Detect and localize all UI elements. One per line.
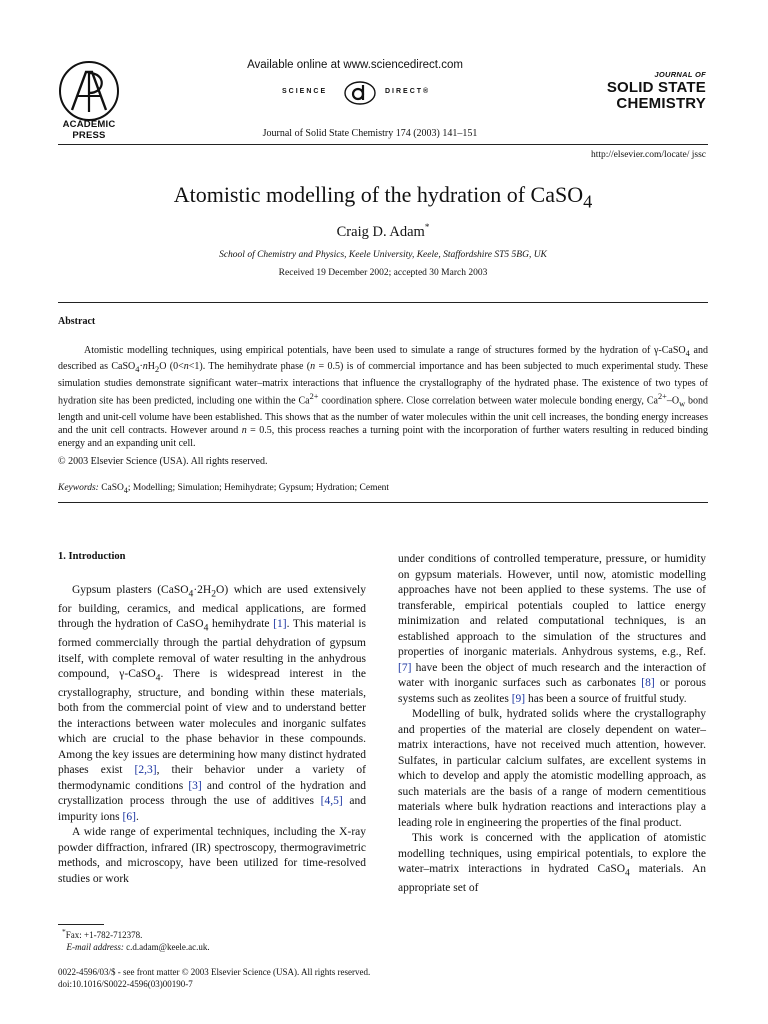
sciencedirect-right-text: DIRECT® — [385, 88, 431, 95]
intro-paragraph-1: Gypsum plasters $(CaSO_4\cdot 2H_2O)$ which are used extensively for building, ceramics, and medical applications, are formed through the hydration of CaSO$_4$ hemihydrate [1]. This material is formed commercially through the partial dehydration of gypsum itself, with complete removal of water resulting in the anhydrous compound, γ-CaSO$_4$. There is widespread interest in the crystallography, structure, and bonding within these materials, both from the commercial point of view and to understand better the interactions between water molecules and inorganic sulfates which are crucial to the phase behavior in these compounds. Among the key issues are determining how many distinct hydrated phases exist [2,3], their behavior under a variety of thermodynamic conditions [3] and control of the hydration and crystallization process through the use of additives [4,5] and impurity ions [6]. — [58, 584, 367, 823]
footer-copyright: 0022-4596/03/$ - see front matter © 2003 Elsevier Science (USA). All rights reserved. — [58, 967, 371, 977]
publisher-name — [44, 119, 134, 141]
author-email: c.d.adam@keele.ac.uk. — [123, 942, 210, 952]
received-dates: Received 19 December 2002; accepted 30 March 2003 — [278, 268, 488, 278]
abstract-text: Atomistic modelling techniques, using empirical potentials, have been used to simulate a range of structures formed by the hydration of γ-CaSO$_4$ and described as $CaSO_4\cdot nH_2O$ (0<n<1). The hemihydrate phase (n = 0.5) is of commercial importance and has been subjected to much experimental study. These simulation studies demonstrate significant water–matrix interactions that influence the crystallography of the hydrated phase. The existence of two types of hydration site has been predicted, including one within the $Ca^{2+}$ coordination sphere. Close correlation between water molecule bonding energy, $Ca^{2+}-O_w$ bond length and unit-cell volume have been established. This shows that as the number of water molecules within the unit cell increases, the bonding energy increases and the unit cell contracts. However around n = 0.5, this process reaches a turning point with the incorporation of further waters resulting in reduced binding energy and an expanding unit cell. — [58, 345, 709, 450]
academic-press-logo-icon — [58, 60, 120, 122]
sciencedirect-left-text: SCIENCE — [282, 88, 328, 95]
reference-link[interactable]: [2,3] — [134, 764, 157, 777]
abstract-top-divider — [58, 302, 708, 303]
article-author: Craig D. Adam* — [336, 222, 430, 240]
reference-link[interactable]: [6] — [122, 810, 136, 823]
article-title: Atomistic modelling of the hydration of CaSO$_4$ — [173, 182, 593, 212]
available-online-text: Available online at www.sciencedirect.com — [247, 59, 463, 71]
publisher-line-1: ACADEMIC — [62, 119, 116, 130]
intro-paragraph-5: This work is concerned with the application of atomistic modelling techniques, using empirical potentials, to explore the water–matrix interactions in hydrated CaSO$_4$ materials. An appropriate set of — [398, 832, 707, 894]
left-column — [58, 583, 366, 887]
intro-paragraph-3: under conditions of controlled temperature, pressure, or humidity on gypsum materials. However, until now, atomistic modelling approaches have not been applied to these systems. The use of transferable, empirical potentials coupled to lattice energy minimization and related computational techniques, is an established approach to the simulation of the structures and properties of inorganic materials. Anhydrous systems, e.g., Ref. [7] have been the object of much research and the interaction of water with inorganic surfaces such as carbonates [8] or porous systems such as zeolites [9] has been a source of fruitful study. — [398, 553, 706, 705]
sciencedirect-d-icon — [343, 79, 377, 105]
reference-link[interactable]: [7] — [398, 661, 412, 674]
abstract-copyright: © 2003 Elsevier Science (USA). All rights reserved. — [58, 456, 268, 467]
sciencedirect-logo — [240, 78, 480, 106]
section-heading-introduction: 1. Introduction — [58, 551, 126, 562]
intro-paragraph-4: Modelling of bulk, hydrated solids where the crystallography and properties of the material are closely dependent on water–matrix interactions, have not received much attention, however. Sulfates, in particular calcium sulfates, are excellent systems in which to develop and apply the atomistic modelling approach, as such materials are the basis of a range of modern cementitious materials where bulk hydration reactions and interactions play a leading role in engineering the properties of the final product. — [398, 708, 706, 829]
header-divider — [58, 144, 708, 145]
right-column — [398, 552, 706, 896]
reference-link[interactable]: [8] — [641, 677, 655, 689]
journal-citation: Journal of Solid State Chemistry 174 (2003) 141–151 — [262, 128, 478, 139]
journal-logo-line-1: SOLID STATE — [606, 79, 706, 96]
reference-link[interactable]: [3] — [188, 779, 202, 792]
abstract-heading: Abstract — [58, 316, 96, 327]
reference-link[interactable]: [1] — [273, 618, 287, 631]
journal-logo-small: JOURNAL OF — [654, 70, 706, 79]
journal-logo — [600, 70, 706, 112]
keywords: Keywords: CaSO$_4$; Modelling; Simulation; Hemihydrate; Gypsum; Hydration; Cement — [58, 483, 390, 495]
journal-logo-line-2: CHEMISTRY — [616, 95, 706, 112]
author-affiliation: School of Chemistry and Physics, Keele University, Keele, Staffordshire ST5 5BG, UK — [219, 250, 547, 260]
footer-doi: doi:10.1016/S0022-4596(03)00190-7 — [58, 979, 193, 989]
page-footer — [58, 966, 370, 990]
reference-link[interactable]: [9] — [511, 692, 526, 705]
intro-paragraph-2: A wide range of experimental techniques, including the X-ray powder diffraction, infrared (IR) spectroscopy, thermogravimetric methods, and microscopy, have been utilized for time-resolved studies or work — [58, 826, 366, 885]
journal-url-link[interactable]: http://elsevier.com/locate/ jssc — [590, 150, 706, 160]
author-footnote: *Fax: +1-782-712378. E-mail address: c.d.adam@keele.ac.uk. — [62, 927, 210, 952]
publisher-line-2: PRESS — [72, 130, 106, 141]
reference-link[interactable]: [4,5] — [320, 795, 343, 808]
abstract-bottom-divider — [58, 502, 708, 503]
footnote-divider — [58, 924, 104, 925]
